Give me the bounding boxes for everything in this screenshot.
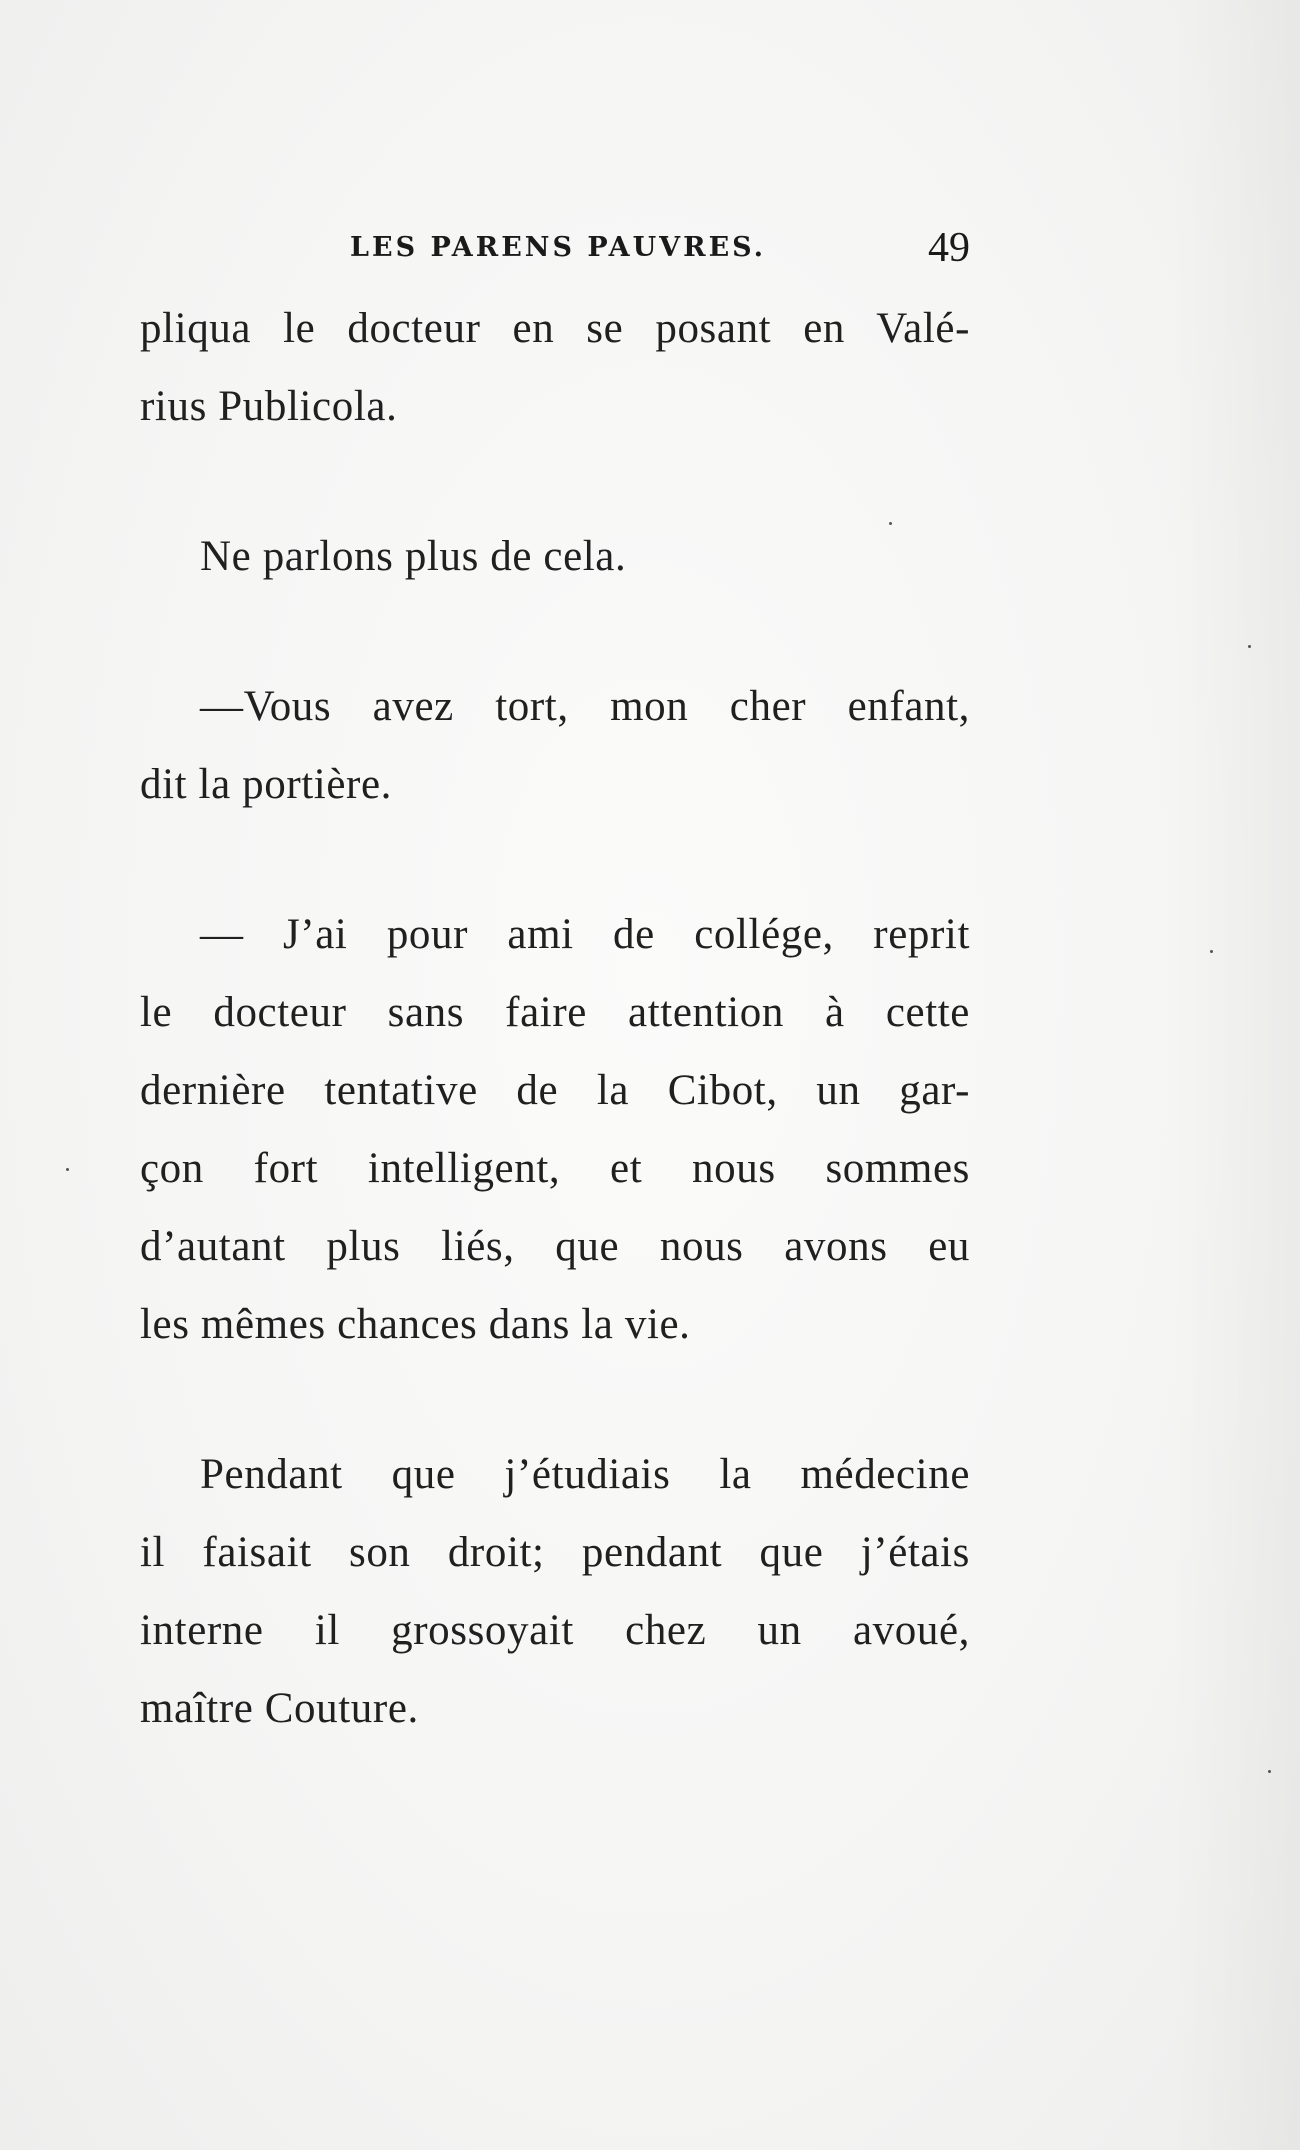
text-line: çon fort intelligent, et nous sommes	[140, 1145, 970, 1192]
print-speck	[1248, 645, 1251, 648]
page-edge-shadow	[1170, 0, 1300, 2150]
text-line: Pendant que j’étudiais la médecine	[200, 1451, 970, 1498]
text-line: — J’ai pour ami de collége, reprit	[200, 911, 970, 958]
paragraph	[140, 290, 970, 446]
text-line: interne il grossoyait chez un avoué,	[140, 1607, 970, 1654]
body-text	[140, 290, 970, 1748]
page-number: 49	[928, 225, 970, 271]
text-line: d’autant plus liés, que nous avons eu	[140, 1223, 970, 1270]
text-line: dit la portière.	[140, 761, 392, 808]
text-line: maître Couture.	[140, 1685, 419, 1732]
text-line: les mêmes chances dans la vie.	[140, 1301, 691, 1348]
paragraph	[140, 668, 970, 824]
text-line: le docteur sans faire attention à cette	[140, 989, 970, 1036]
paragraph	[140, 1436, 970, 1748]
text-line: rius Publicola.	[140, 383, 398, 430]
print-speck	[66, 1168, 69, 1171]
text-line: —Vous avez tort, mon cher enfant,	[200, 683, 970, 730]
running-title: LES PARENS PAUVRES.	[350, 232, 767, 263]
paragraph	[140, 896, 970, 1364]
print-speck	[889, 522, 892, 525]
text-line: Ne parlons plus de cela.	[200, 533, 627, 580]
text-line: dernière tentative de la Cibot, un gar-	[140, 1067, 970, 1114]
text-line: pliqua le docteur en se posant en Valé-	[140, 305, 970, 352]
page-header	[140, 225, 970, 271]
text-line: il faisait son droit; pendant que j’étais	[140, 1529, 970, 1576]
print-speck	[1210, 950, 1213, 953]
print-speck	[1268, 1770, 1271, 1773]
paragraph	[140, 518, 970, 596]
